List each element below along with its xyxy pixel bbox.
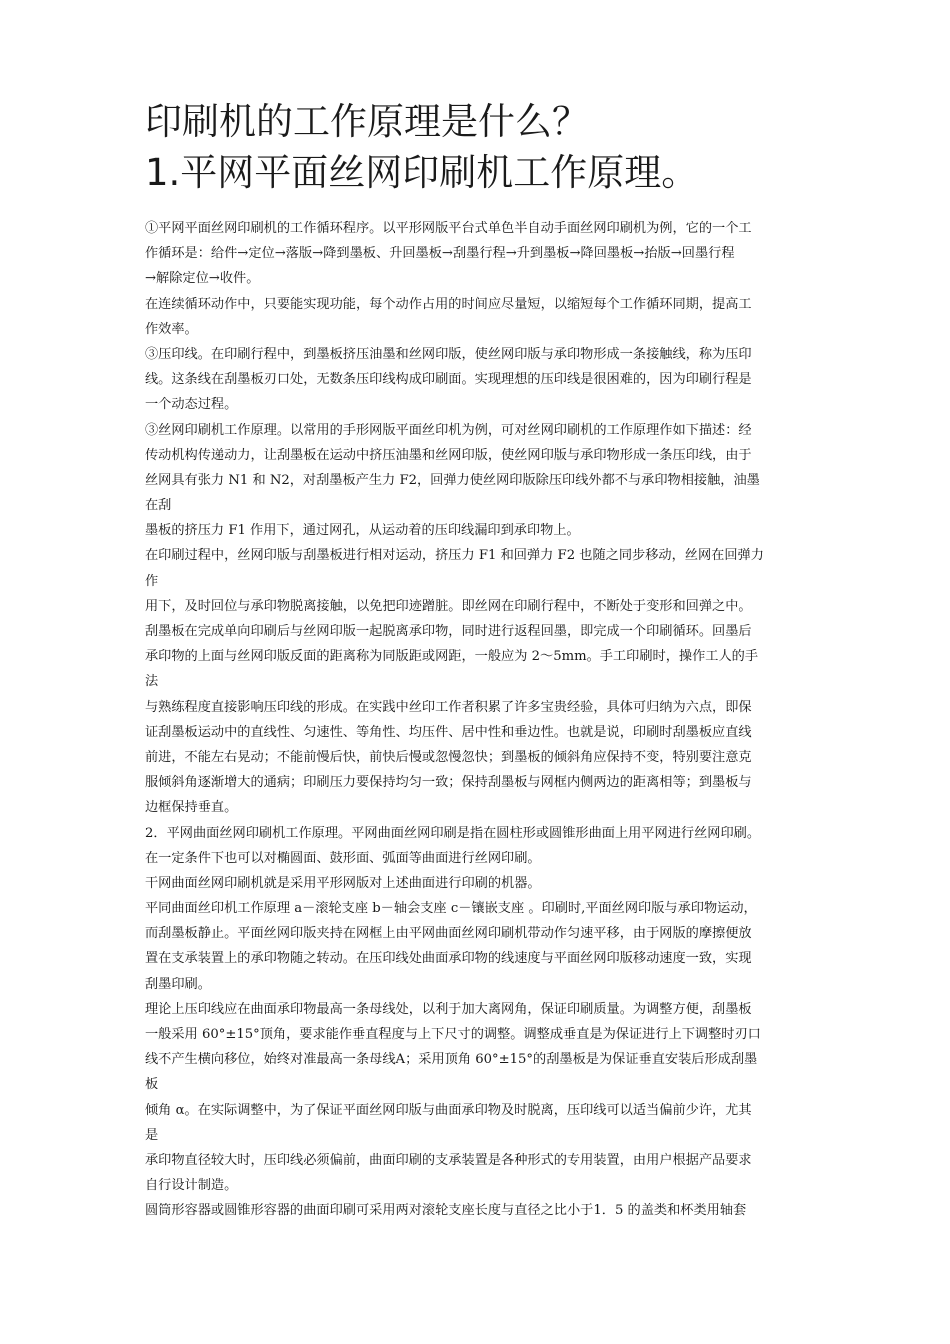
text-line: 墨板的挤压力 F1 作用下，通过网孔，从运动着的压印线漏印到承印物上。	[145, 523, 580, 539]
text-line: 作循环是：给件→定位→落版→降到墨板、升回墨板→刮墨行程→升到墨板→降回墨板→抬版→回墨行程	[145, 246, 735, 262]
text-line: 承印物的上面与丝网印版反面的距离称为同版距或网距，一般应为 2～5mm。手工印刷时，操作工人的手	[145, 649, 759, 665]
text-line: ①平网平面丝网印刷机的工作循环程序。以平形网版平台式单色半自动手面丝网印刷机为例，它的一个工	[145, 221, 752, 236]
text-line: 理论上压印线应在曲面承印物最高一条母线处，以利于加大离网角，保证印刷质量。为调整方便，刮墨板	[145, 1001, 752, 1017]
text-line: 在刮	[145, 498, 172, 514]
text-line: 倾角 α。在实际调整中，为了保证平面丝网印版与曲面承印物及时脱离，压印线可以适当偏前少许，尤其	[145, 1102, 752, 1118]
text-line: 在一定条件下也可以对椭圆面、鼓形面、弧面等曲面进行丝网印刷。	[145, 850, 541, 866]
text-line: 在连续循环动作中，只要能实现功能，每个动作占用的时间应尽量短，以缩短每个工作循环同期，提高工	[145, 296, 752, 312]
text-line: 法	[145, 674, 159, 690]
document-title: 印刷机的工作原理是什么？	[145, 100, 589, 143]
text-line: 边框保持垂直。	[145, 800, 238, 816]
text-line: 是	[145, 1127, 159, 1143]
text-line: 传动机构传递动力，让刮墨板在运动中挤压油墨和丝网印版，使丝网印版与承印物形成一条压印线，由于	[145, 447, 752, 463]
text-line: 刮墨板在完成单向印刷后与丝网印版一起脱离承印物，同时进行返程回墨，即完成一个印刷循环。回墨后	[145, 624, 752, 639]
text-line: 与熟练程度直接影响压印线的形成。在实践中丝印工作者积累了许多宝贵经验，具体可归纳为六点，即保	[145, 699, 752, 715]
text-line: 自行设计制造。	[145, 1178, 238, 1194]
section-heading: 1.平网平面丝网印刷机工作原理。	[145, 151, 699, 194]
text-line: 线。这条线在刮墨板刃口处，无数条压印线构成印刷面。实现理想的压印线是很困难的，因为印刷行程是	[145, 372, 752, 388]
text-line: 平同曲面丝印机工作原理 a－滚轮支座 b－轴会支座 c－镶嵌支座 。印刷时,平面丝网印版与承印物运动，	[145, 901, 757, 917]
text-line: 一般采用 60°±15°顶角，要求能作垂直程度与上下尺寸的调整。调整成垂直是为保证进行上下调整时刃口	[145, 1027, 761, 1042]
text-line: 而刮墨板静止。平面丝网印版夹持在网框上由平网曲面丝网印刷机带动作匀速平移，由于网版的摩擦便放	[145, 926, 752, 942]
text-line: 线不产生横向移位，始终对准最高一条母线A；采用顶角 60°±15°的刮墨板是为保证垂直安装后形成刮墨	[145, 1052, 758, 1068]
text-line: 服倾斜角逐渐增大的通病；印刷压力要保持均匀一致；保持刮墨板与网框内侧两边的距离相等；到墨板与	[145, 775, 752, 791]
text-line: 丝网具有张力 N1 和 N2，对刮墨板产生力 F2，回弹力使丝网印版除压印线外都不与承印物相接触，油墨	[145, 472, 760, 488]
text-line: 作效率。	[145, 321, 198, 337]
text-line: 置在支承装置上的承印物随之转动。在压印线处曲面承印物的线速度与平面丝网印版移动速度一致，实现	[145, 951, 752, 967]
text-line: 承印物直径较大时，压印线必须偏前，曲面印刷的支承装置是各种形式的专用装置，由用户根据产品要求	[145, 1152, 752, 1168]
text-line: 前进，不能左右晃动；不能前慢后快，前快后慢或忽慢忽快；到墨板的倾斜角应保持不变，特别要注意克	[145, 749, 752, 765]
text-line: 2．平网曲面丝网印刷机工作原理。平网曲面丝网印刷是指在圆柱形或圆锥形曲面上用平网进行丝网印刷。	[145, 825, 761, 841]
text-line: ③压印线。在印刷行程中，到墨板挤压油墨和丝网印版，使丝网印版与承印物形成一条接触线，称为压印	[145, 346, 752, 362]
text-line: 用下，及时回位与承印物脱离接触，以免把印迹蹭脏。即丝网在印刷行程中，不断处于变形和回弹之中。	[145, 598, 752, 614]
text-line: 作	[145, 573, 159, 589]
text-line: 在印刷过程中，丝网印版与刮墨板进行相对运动，挤压力 F1 和回弹力 F2 也随之同步移动，丝网在回弹力	[145, 548, 764, 564]
text-line: 干网曲面丝网印刷机就是采用平形网版对上述曲面进行印刷的机器。	[145, 875, 541, 891]
text-line: →解除定位→收件。	[145, 271, 260, 287]
text-line: 一个动态过程。	[145, 397, 238, 413]
text-line: 证刮墨板运动中的直线性、匀速性、等角性、均压件、居中性和垂边性。也就是说，印刷时刮墨板应直线	[145, 724, 752, 740]
text-line: ③丝网印刷机工作原理。以常用的手形网版平面丝印机为例，可对丝网印刷机的工作原理作如下描述：经	[145, 422, 752, 438]
text-line: 板	[145, 1077, 159, 1093]
body-text	[145, 216, 825, 1224]
text-line: 圆筒形容器或圆锥形容器的曲面印刷可采用两对滚轮支座长度与直径之比小于1．5 的盖类和杯类用轴套	[145, 1203, 747, 1219]
text-line: 刮墨印刷。	[145, 976, 211, 992]
